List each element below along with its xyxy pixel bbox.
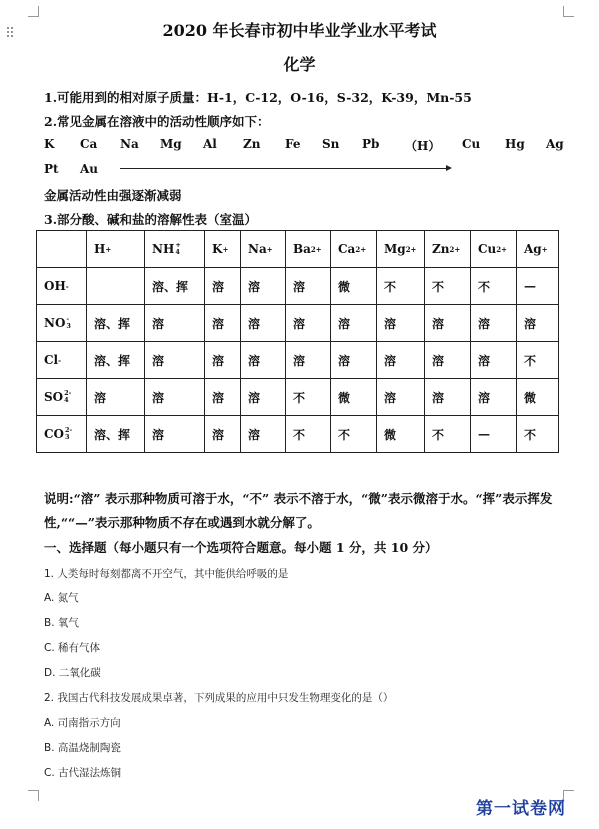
section-heading: 一、选择题（每小题只有一个选项符合题意。每小题 1 分，共 10 分） — [44, 540, 438, 555]
question-2-option-c[interactable]: C. 古代湿法炼铜 — [44, 767, 122, 779]
metal-symbol: Ag — [546, 137, 564, 151]
cation-header — [286, 231, 331, 268]
cation-label: Mg 2+ — [384, 242, 417, 256]
cation-label: Na + — [248, 242, 273, 256]
table-note-line-1: 说明:“溶” 表示那种物质可溶于水，“不” 表示不溶于水，“微”表示微溶于水。“挥”表示挥发 — [44, 491, 553, 506]
anion-label: CO 2- 3 — [44, 426, 73, 441]
solubility-cell: 溶、挥 — [87, 305, 145, 342]
watermark-logo: 第一试卷网 — [476, 799, 566, 819]
solubility-cell: 微 — [331, 379, 377, 416]
cation-label: NH + 4 — [152, 241, 181, 256]
question-1-option-c[interactable]: C. 稀有气体 — [44, 642, 101, 654]
metal-symbol: （H） — [405, 139, 441, 153]
table-row — [37, 379, 559, 416]
solubility-cell: 微 — [331, 268, 377, 305]
solubility-cell: 不 — [517, 342, 559, 379]
solubility-cell: 溶 — [425, 379, 471, 416]
metal-symbol: Sn — [322, 137, 340, 151]
solubility-cell: 溶 — [286, 305, 331, 342]
table-row — [37, 342, 559, 379]
solubility-cell: 不 — [286, 416, 331, 453]
table-row — [37, 268, 559, 305]
solubility-cell: 溶 — [286, 268, 331, 305]
solubility-cell: 溶 — [241, 305, 286, 342]
solubility-cell: 溶 — [87, 379, 145, 416]
metal-symbol: Ca — [80, 137, 98, 151]
solubility-cell: 溶 — [471, 379, 517, 416]
solubility-cell — [87, 268, 145, 305]
solubility-table — [36, 230, 559, 453]
question-1-option-d[interactable]: D. 二氧化碳 — [44, 667, 101, 679]
cation-header — [425, 231, 471, 268]
exam-title: 2020 年长春市初中毕业学业水平考试 — [162, 21, 437, 40]
solubility-cell: 溶 — [377, 305, 425, 342]
question-2-option-b[interactable]: B. 高温烧制陶瓷 — [44, 742, 121, 754]
cation-header — [471, 231, 517, 268]
activity-series-heading: 2.常见金属在溶液中的活动性顺序如下： — [44, 114, 270, 129]
anion-header — [37, 342, 87, 379]
anion-header — [37, 379, 87, 416]
solubility-cell: — — [471, 416, 517, 453]
solubility-cell: 溶、挥 — [87, 416, 145, 453]
solubility-cell: 微 — [377, 416, 425, 453]
metal-symbol: Al — [203, 137, 217, 151]
solubility-cell: 不 — [377, 268, 425, 305]
cation-label: Ca 2+ — [338, 242, 367, 256]
solubility-cell: 溶 — [205, 342, 241, 379]
crop-mark-bottom-left — [28, 790, 39, 801]
activity-caption: 金属活动性由强逐渐减弱 — [44, 188, 182, 203]
subject-title: 化学 — [283, 55, 316, 74]
metal-symbol: Zn — [243, 137, 261, 151]
anion-header — [37, 268, 87, 305]
table-header-row — [37, 231, 559, 268]
anion-label: SO 2- 4 — [44, 389, 72, 404]
table-row — [37, 416, 559, 453]
question-1-stem: 1. 人类每时每刻都离不开空气，其中能供给呼吸的是 — [44, 568, 289, 580]
table-row — [37, 305, 559, 342]
crop-mark-top-right — [563, 6, 574, 17]
cation-header — [517, 231, 559, 268]
metal-symbol: Na — [120, 137, 139, 151]
cation-label: Zn 2+ — [432, 242, 461, 256]
solubility-cell: 溶 — [145, 305, 205, 342]
solubility-cell: 不 — [331, 416, 377, 453]
solubility-cell: 溶 — [471, 342, 517, 379]
cation-label: H + — [94, 242, 112, 256]
solubility-cell: 不 — [471, 268, 517, 305]
solubility-cell: 溶、挥 — [87, 342, 145, 379]
solubility-cell: 溶 — [377, 342, 425, 379]
metal-symbol: Hg — [505, 137, 525, 151]
solubility-cell: 不 — [286, 379, 331, 416]
cation-header — [145, 231, 205, 268]
metal-symbol: Au — [80, 162, 99, 176]
anion-header — [37, 416, 87, 453]
solubility-cell: 溶 — [205, 416, 241, 453]
question-1-option-b[interactable]: B. 氧气 — [44, 617, 79, 629]
cation-label: Ba 2+ — [293, 242, 322, 256]
metal-symbol: Cu — [462, 137, 481, 151]
metal-symbol: Pt — [44, 162, 59, 176]
anion-label: Cl - — [44, 353, 62, 367]
anion-label: NO - 3 — [44, 315, 71, 330]
cation-header — [331, 231, 377, 268]
solubility-cell: 溶 — [471, 305, 517, 342]
question-1-option-a[interactable]: A. 氮气 — [44, 592, 79, 604]
solubility-cell: 溶 — [331, 305, 377, 342]
anion-header — [37, 305, 87, 342]
solubility-cell: 溶 — [517, 305, 559, 342]
metal-symbol: Mg — [160, 137, 182, 151]
atomic-mass-line: 1.可能用到的相对原子质量：H-1，C-12，O-16，S-32，K-39，Mn-55 — [44, 90, 472, 105]
cation-label: K + — [212, 242, 229, 256]
solubility-cell: 溶 — [241, 268, 286, 305]
solubility-cell: 不 — [517, 416, 559, 453]
table-note-line-2: 性,““—”表示那种物质不存在或遇到水就分解了。 — [44, 515, 320, 530]
anion-label: OH - — [44, 279, 69, 293]
solubility-cell: — — [517, 268, 559, 305]
solubility-cell: 溶 — [331, 342, 377, 379]
solubility-cell: 溶 — [205, 268, 241, 305]
solubility-cell: 溶 — [425, 305, 471, 342]
question-2-option-a[interactable]: A. 司南指示方向 — [44, 717, 121, 729]
solubility-table-heading: 3.部分酸、碱和盐的溶解性表（室温） — [44, 212, 258, 227]
metal-symbol: Fe — [285, 137, 301, 151]
cation-header — [87, 231, 145, 268]
solubility-cell: 微 — [517, 379, 559, 416]
cation-label: Ag + — [524, 242, 548, 256]
cation-header — [377, 231, 425, 268]
solubility-cell: 溶 — [425, 342, 471, 379]
solubility-cell: 不 — [425, 268, 471, 305]
solubility-cell: 溶 — [205, 305, 241, 342]
solubility-cell: 溶 — [145, 342, 205, 379]
solubility-cell: 溶 — [145, 379, 205, 416]
table-corner-cell — [37, 231, 87, 268]
question-2-stem: 2. 我国古代科技发展成果卓著，下列成果的应用中只发生物理变化的是（） — [44, 692, 394, 704]
cation-header — [205, 231, 241, 268]
solubility-cell: 溶 — [241, 416, 286, 453]
cation-label: Cu 2+ — [478, 242, 508, 256]
solubility-cell: 不 — [425, 416, 471, 453]
metal-symbol: K — [44, 137, 55, 151]
solubility-cell: 溶 — [145, 416, 205, 453]
solubility-cell: 溶 — [241, 379, 286, 416]
solubility-cell: 溶 — [241, 342, 286, 379]
solubility-cell: 溶 — [205, 379, 241, 416]
solubility-cell: 溶 — [377, 379, 425, 416]
solubility-cell: 溶、挥 — [145, 268, 205, 305]
activity-arrow — [120, 168, 450, 169]
solubility-cell: 溶 — [286, 342, 331, 379]
crop-mark-top-left — [28, 6, 39, 17]
metal-symbol: Pb — [362, 137, 380, 151]
cation-header — [241, 231, 286, 268]
